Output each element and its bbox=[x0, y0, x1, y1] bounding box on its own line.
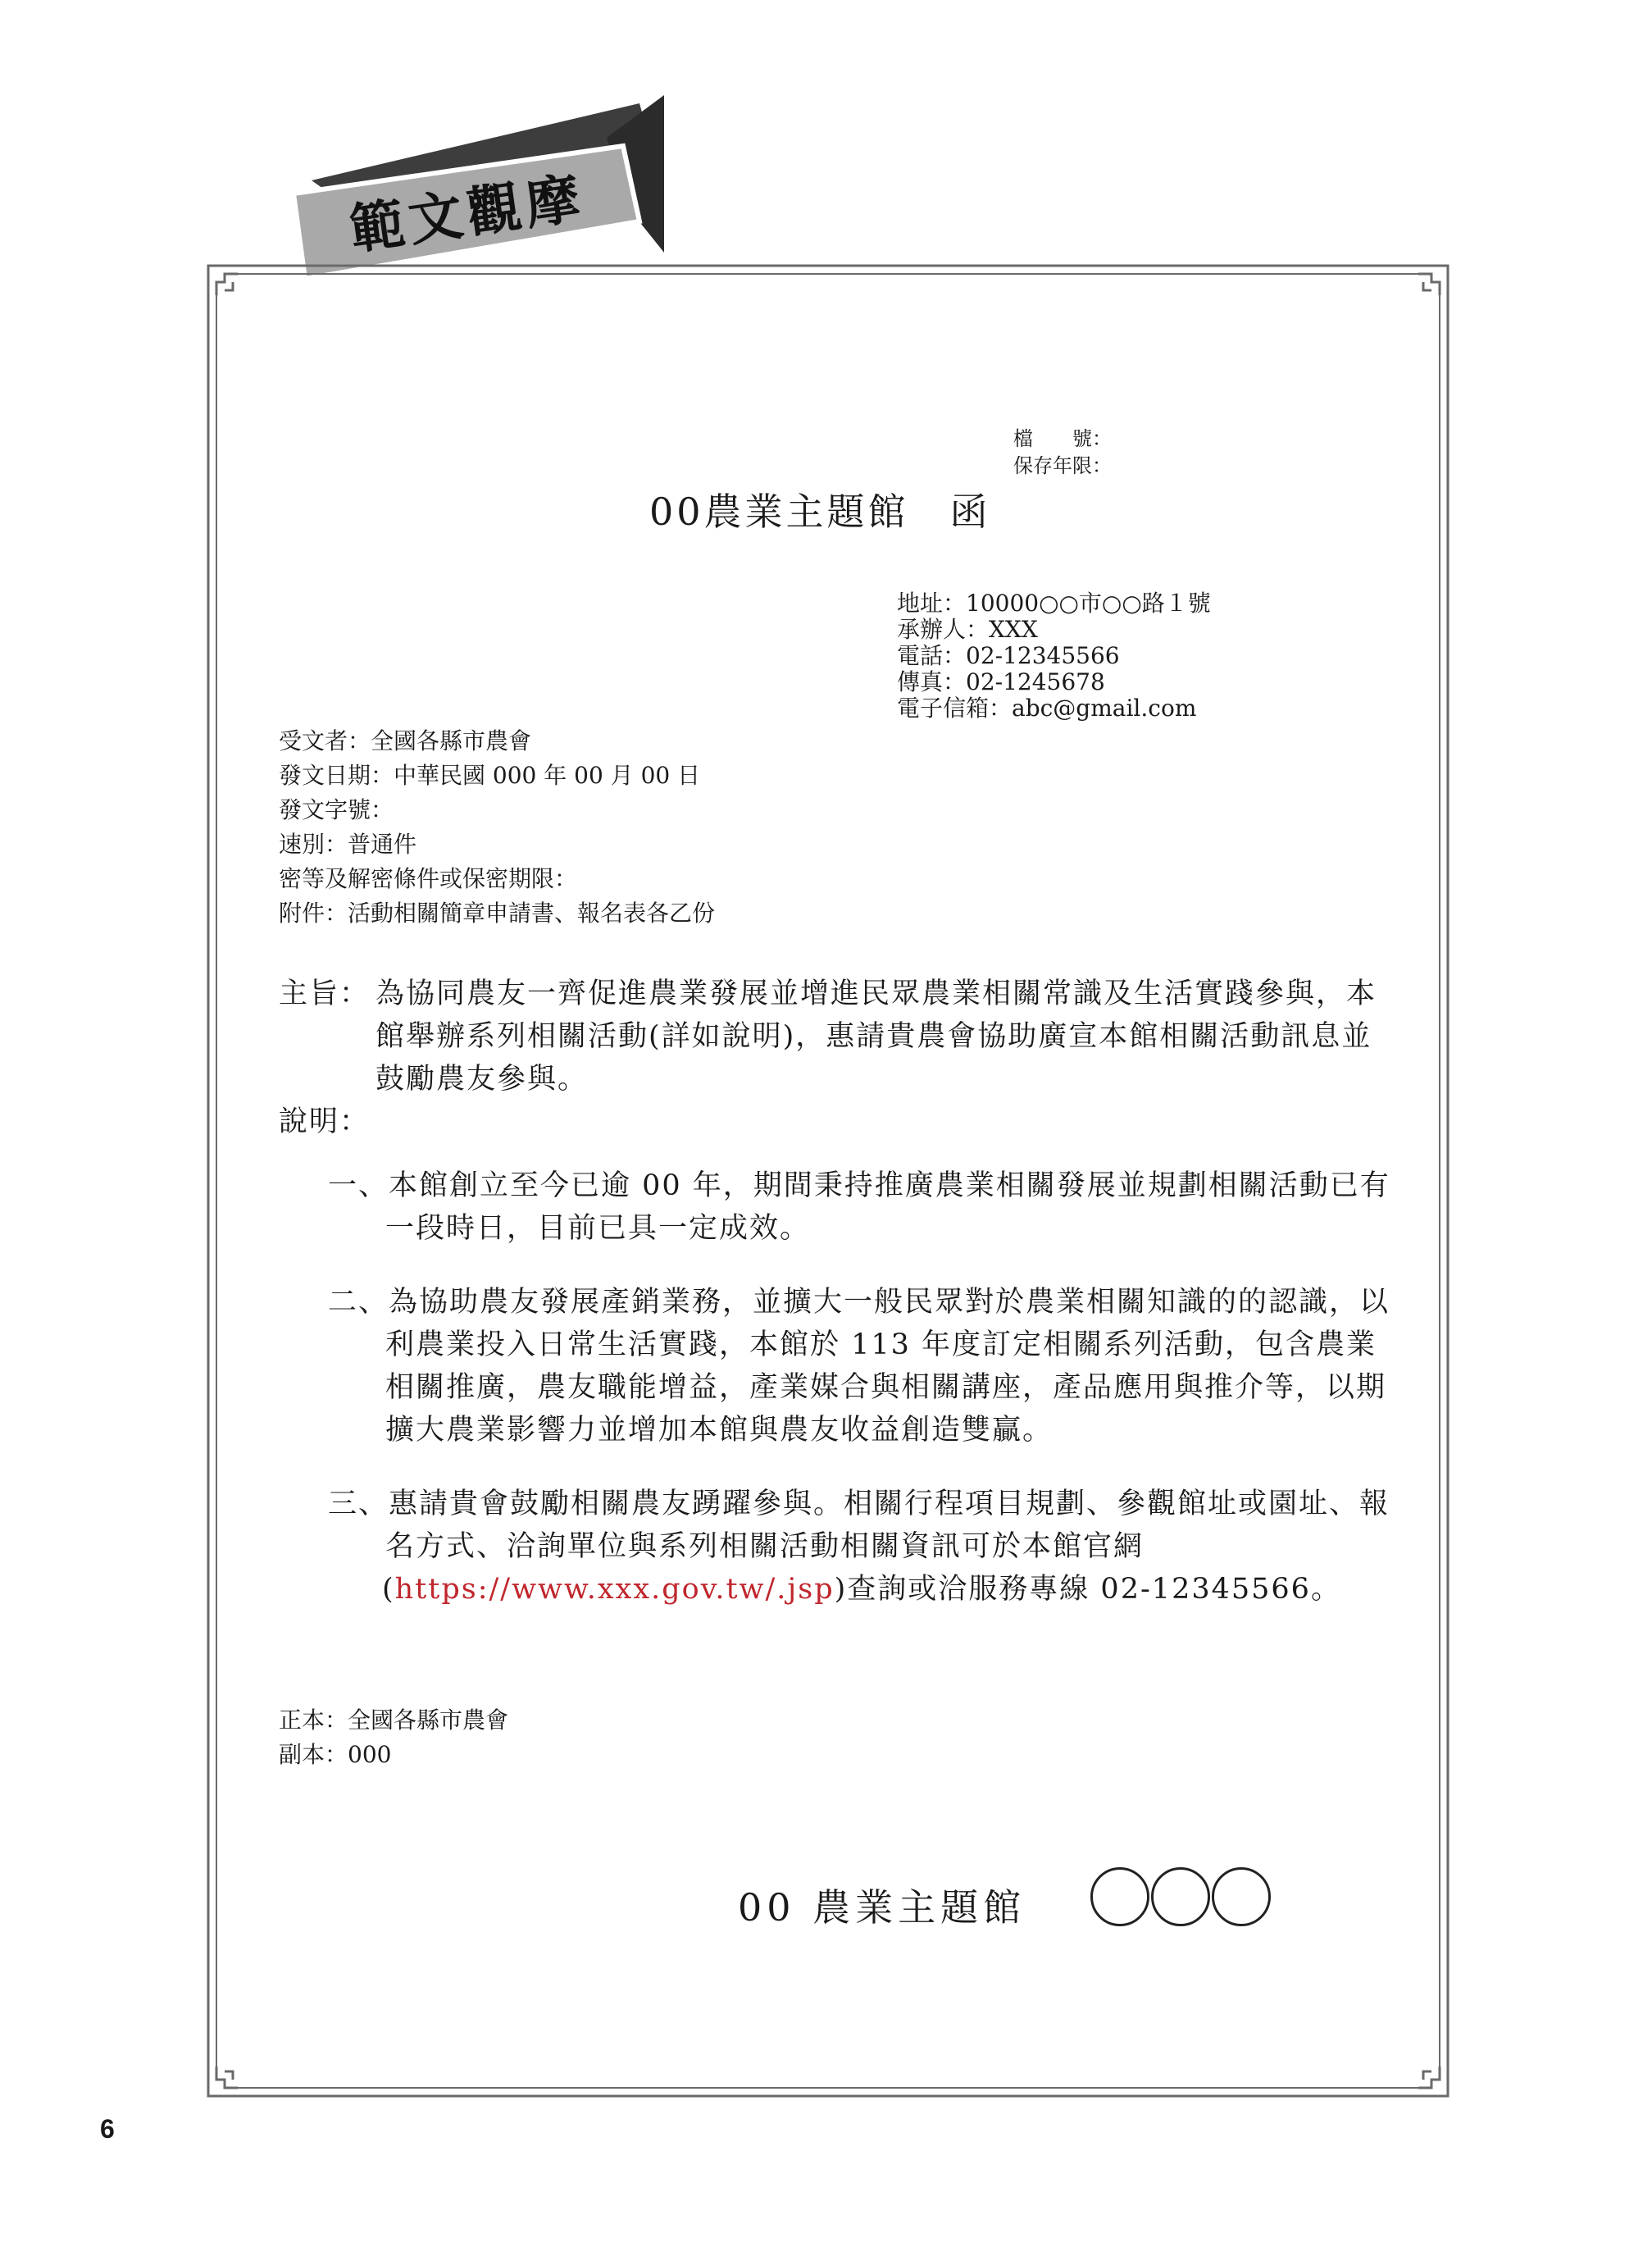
item3-paren-open: ( bbox=[382, 1573, 395, 1606]
subject-line-3: 鼓勵農友參與。 bbox=[375, 1063, 589, 1096]
signature-circle-3 bbox=[1212, 1867, 1271, 1926]
banner-title: 範文觀摩 bbox=[345, 165, 589, 262]
item1-line-2: 一段時日，目前已具一定成效。 bbox=[385, 1212, 811, 1245]
file-number-label: 檔 號： bbox=[1013, 427, 1112, 450]
item3-line-3 bbox=[382, 1566, 1341, 1607]
date-line: 發文日期：中華民國 000 年 00 月 00 日 bbox=[279, 762, 701, 789]
retention-label: 保存年限： bbox=[1013, 454, 1112, 477]
signature-circle-2 bbox=[1151, 1867, 1210, 1926]
item2-line-4: 擴大農業影響力並增加本館與農友收益創造雙贏。 bbox=[385, 1414, 1054, 1447]
explanation-label: 說明： bbox=[279, 1105, 371, 1138]
contact-handler: 承辦人：XXX bbox=[897, 616, 1038, 643]
speed-line: 速別：普通件 bbox=[279, 831, 417, 858]
subject-line-1: 為協同農友一齊促進農業發展並增進民眾農業相關常識及生活實踐參與，本 bbox=[375, 977, 1377, 1010]
subject-label: 主旨： bbox=[279, 977, 371, 1010]
page-number: 6 bbox=[100, 2114, 115, 2144]
item3-tail: )查詢或洽服務專線 02-12345566。 bbox=[834, 1573, 1341, 1606]
doc-number-line: 發文字號： bbox=[279, 796, 394, 823]
secrecy-line: 密等及解密條件或保密期限： bbox=[279, 865, 578, 892]
subject-line-2: 館舉辦系列相關活動(詳如說明)，惠請貴農會協助廣宣本館相關活動訊息並 bbox=[375, 1020, 1372, 1053]
signature-circle-1 bbox=[1090, 1867, 1149, 1926]
original-recipient-line: 正本：全國各縣市農會 bbox=[279, 1707, 509, 1734]
copy-recipient-line: 副本：000 bbox=[279, 1741, 392, 1768]
website-link[interactable]: https://www.xxx.gov.tw/.jsp bbox=[394, 1573, 835, 1606]
recipient-line: 受文者：全國各縣市農會 bbox=[279, 727, 532, 754]
contact-address: 地址：10000○○市○○路１號 bbox=[897, 590, 1211, 617]
item2-line-2: 利農業投入日常生活實踐，本館於 113 年度訂定相關系列活動，包含農業 bbox=[385, 1328, 1377, 1361]
document-title: 00農業主題館 函 bbox=[649, 490, 991, 534]
signature-name: 00 農業主題館 bbox=[738, 1885, 1026, 1930]
item2-line-3: 相關推廣，農友職能增益，產業媒合與相關講座，產品應用與推介等，以期 bbox=[385, 1371, 1387, 1404]
contact-email: 電子信箱：abc@gmail.com bbox=[897, 695, 1197, 722]
contact-fax: 傳真：02-1245678 bbox=[897, 668, 1105, 695]
item2-line-1: 二、為協助農友發展產銷業務，並擴大一般民眾對於農業相關知識的的認識，以 bbox=[328, 1286, 1390, 1319]
item3-line-1: 三、惠請貴會鼓勵相關農友踴躍參與。相關行程項目規劃、參觀館址或園址、報 bbox=[328, 1488, 1390, 1520]
item1-line-1: 一、本館創立至今已逾 00 年，期間秉持推廣農業相關發展並規劃相關活動已有 bbox=[328, 1169, 1390, 1202]
contact-phone: 電話：02-12345566 bbox=[897, 642, 1120, 669]
item3-line-2: 名方式、洽詢單位與系列相關活動相關資訊可於本館官網 bbox=[385, 1530, 1145, 1563]
attachment-line: 附件：活動相關簡章申請書、報名表各乙份 bbox=[279, 900, 716, 927]
